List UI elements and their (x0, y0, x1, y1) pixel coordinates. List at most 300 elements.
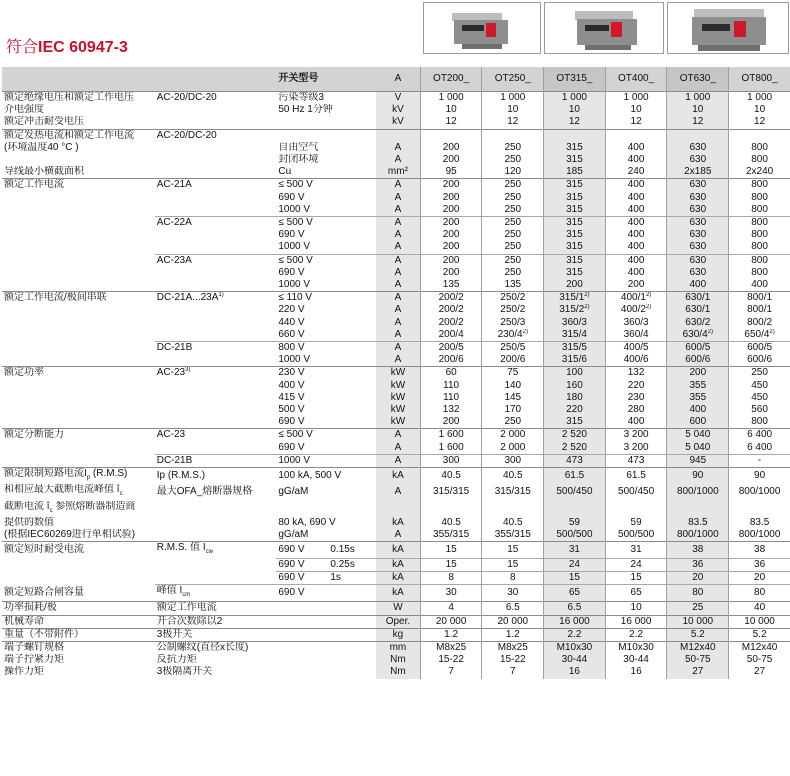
condition-label: 封闭环境 (278, 154, 319, 166)
unit-cell: A (376, 304, 420, 316)
parameter-label (2, 254, 155, 267)
unit-cell: A (376, 204, 420, 217)
value-cell: 315 (544, 241, 606, 254)
condition-label: gG/aM (278, 528, 309, 540)
category-label: AC-23A (155, 254, 277, 267)
value-cell: 600/6 (667, 354, 729, 367)
value-cell: 10 (667, 104, 729, 116)
value-cell: 61.5 (544, 468, 606, 485)
value-cell: 800 (729, 267, 790, 279)
spec-row (2, 572, 790, 585)
condition-label: 230 V (276, 367, 376, 380)
value-cell: 10 000 (729, 615, 790, 628)
value-cell: 630 (667, 154, 729, 166)
value-cell: 5 040 (667, 429, 729, 442)
value-cell (605, 501, 667, 517)
value-cell: 630 (667, 267, 729, 279)
value-cell: M10x30 (544, 642, 606, 655)
header-blank (2, 67, 155, 92)
value-cell: 16 000 (544, 615, 606, 628)
value-cell: 630/1 (667, 292, 729, 305)
spec-row (2, 241, 790, 254)
value-cell: 800/1000 (729, 484, 790, 500)
page-title (6, 34, 128, 57)
parameter-label: 额定功率 (2, 367, 155, 380)
parameter-label: 导线最小横截面积 (4, 166, 84, 178)
category-label (155, 267, 277, 279)
value-cell: 140 (482, 380, 544, 392)
parameter-label: 重量（不带附件） (2, 628, 155, 641)
value-cell: 800 (729, 254, 790, 267)
unit-cell: A (376, 292, 420, 305)
unit-cell: W (376, 602, 420, 615)
value-cell: 355/315 (420, 529, 482, 542)
value-cell: 250 (482, 267, 544, 279)
unit-cell: A (376, 179, 420, 192)
spec-row (2, 104, 790, 116)
value-cell: 2x240 (729, 166, 790, 179)
value-cell: 95 (420, 166, 482, 179)
unit-cell: A (376, 142, 420, 154)
value-cell: 36 (729, 558, 790, 571)
value-cell: 27 (729, 666, 790, 678)
value-cell: 1 600 (420, 442, 482, 455)
value-cell: 40 (729, 602, 790, 615)
value-cell: 800 (729, 142, 790, 154)
value-cell: 400 (605, 192, 667, 204)
value-cell: 1 000 (544, 92, 606, 105)
unit-cell: kA (376, 572, 420, 585)
value-cell: 15 (420, 558, 482, 571)
unit-cell: A (376, 154, 420, 166)
value-cell: 630 (667, 254, 729, 267)
spec-row (2, 642, 790, 655)
category-label: 开合次数除以2 (155, 615, 277, 628)
value-cell: 473 (605, 454, 667, 467)
value-cell: 315 (544, 179, 606, 192)
category-label (155, 416, 277, 429)
value-cell: 200 (420, 267, 482, 279)
value-cell: 65 (605, 585, 667, 602)
condition-label: 690 V 0.15s (276, 542, 376, 559)
value-cell: 315 (544, 267, 606, 279)
value-cell: M12x40 (667, 642, 729, 655)
value-cell: 12 (544, 116, 606, 129)
spec-row (2, 429, 790, 442)
spec-row (2, 380, 790, 392)
unit-cell: A (376, 342, 420, 355)
value-cell: 1.2 (420, 628, 482, 641)
spec-row (2, 442, 790, 455)
value-cell: 630 (667, 142, 729, 154)
unit-cell: kW (376, 380, 420, 392)
category-label: AC-22A (155, 217, 277, 230)
unit-cell: A (376, 229, 420, 241)
unit-cell: A (376, 529, 420, 542)
value-cell: 400 (605, 229, 667, 241)
value-cell (729, 501, 790, 517)
condition-label (276, 501, 376, 517)
value-cell: 200/5 (420, 342, 482, 355)
value-cell: 2 000 (482, 442, 544, 455)
value-cell: 145 (482, 392, 544, 404)
parameter-label (2, 380, 155, 392)
category-label (155, 304, 277, 316)
value-cell: 5.2 (729, 628, 790, 641)
value-cell: 10 (420, 104, 482, 116)
value-cell: 315/2$^{2)}$ (544, 304, 606, 316)
value-cell: 160 (544, 380, 606, 392)
value-cell: 5 040 (667, 442, 729, 455)
spec-row (2, 404, 790, 416)
value-cell: 20 (667, 572, 729, 585)
condition-label (276, 642, 376, 655)
value-cell: 135 (482, 279, 544, 292)
spec-row (2, 304, 790, 316)
value-cell: 200 (420, 217, 482, 230)
value-cell: 315 (544, 142, 606, 154)
value-cell: 500/500 (544, 529, 606, 542)
condition-label: 690 V (278, 191, 305, 203)
value-cell: 1.2 (482, 628, 544, 641)
value-cell: 360/3 (605, 317, 667, 329)
value-cell: 315 (544, 204, 606, 217)
parameter-label (2, 454, 155, 467)
spec-row (2, 654, 790, 666)
value-cell: 473 (544, 454, 606, 467)
value-cell: 400 (605, 416, 667, 429)
model-header: OT250_ (482, 67, 544, 92)
value-cell: 61.5 (605, 468, 667, 485)
value-cell: 315/6 (544, 354, 606, 367)
value-cell: 800 (729, 416, 790, 429)
header-label: 开关型号 (276, 67, 376, 92)
parameter-label: 端子螺钉规格 (2, 642, 155, 655)
value-cell: 800 (729, 154, 790, 166)
category-label (155, 116, 277, 129)
parameter-label: 额定冲击耐受电压 (4, 116, 84, 128)
value-cell: 315 (544, 217, 606, 230)
value-cell: M8x25 (420, 642, 482, 655)
condition-label: 1000 V (276, 454, 376, 467)
category-label: AC-23 (155, 429, 277, 442)
spec-row (2, 142, 790, 154)
value-cell: 630 (667, 241, 729, 254)
parameter-label (2, 241, 155, 254)
spec-row (2, 279, 790, 292)
value-cell: 10 (729, 104, 790, 116)
value-cell: 200/2 (420, 304, 482, 316)
value-cell: 185 (544, 166, 606, 179)
condition-label: 400 V (278, 379, 305, 391)
parameter-label: (根据IEC60269进行单相试验) (4, 528, 136, 540)
value-cell: 250 (482, 416, 544, 429)
value-cell: 15-22 (420, 654, 482, 666)
parameter-label (2, 304, 155, 316)
value-cell: 315/4 (544, 329, 606, 342)
category-label (155, 317, 277, 329)
category-label (155, 192, 277, 204)
spec-row (2, 628, 790, 641)
category-label (155, 529, 277, 542)
unit-cell: Nm (376, 666, 420, 678)
value-cell: 36 (667, 558, 729, 571)
condition-label: ≤ 500 V (276, 217, 376, 230)
value-cell: 220 (544, 404, 606, 416)
spec-row (2, 354, 790, 367)
value-cell: 10 000 (667, 615, 729, 628)
value-cell: M12x40 (729, 642, 790, 655)
value-cell: 800/1000 (667, 484, 729, 500)
value-cell: 1 000 (482, 92, 544, 105)
parameter-label (2, 558, 155, 571)
parameter-label (2, 204, 155, 217)
value-cell: 200 (420, 179, 482, 192)
value-cell: 120 (482, 166, 544, 179)
spec-row (2, 92, 790, 105)
value-cell: 630 (667, 229, 729, 241)
value-cell: 10 (605, 104, 667, 116)
parameter-label (2, 572, 155, 585)
unit-cell: A (376, 429, 420, 442)
spec-row (2, 558, 790, 571)
unit-cell: kA (376, 517, 420, 529)
unit-cell: A (376, 317, 420, 329)
condition-label: 690 V (278, 416, 305, 428)
unit-cell: A (376, 267, 420, 279)
value-cell: 500/450 (605, 484, 667, 500)
value-cell: 10 (605, 602, 667, 615)
value-cell: 24 (605, 558, 667, 571)
parameter-label (2, 329, 155, 342)
unit-cell: A (376, 454, 420, 467)
value-cell: 180 (544, 392, 606, 404)
parameter-label (2, 279, 155, 292)
condition-label: 690 V 1s (276, 572, 376, 585)
value-cell: 400/6 (605, 354, 667, 367)
parameter-label: 额定短时耐受电流 (2, 542, 155, 559)
parameter-label (2, 342, 155, 355)
value-cell: 200 (420, 254, 482, 267)
value-cell: 2.2 (544, 628, 606, 641)
unit-cell: kA (376, 542, 420, 559)
parameter-label: 提供的数值 (4, 516, 54, 528)
value-cell: 2 000 (482, 429, 544, 442)
category-label (155, 142, 277, 154)
value-cell: 16 000 (605, 615, 667, 628)
parameter-label: 额定分断能力 (2, 429, 155, 442)
category-label (155, 380, 277, 392)
value-cell: 630 (667, 192, 729, 204)
value-cell: 20 000 (482, 615, 544, 628)
value-cell: 400/5 (605, 342, 667, 355)
unit-cell (376, 129, 420, 142)
parameter-label: 和相应最大截断电流峰值 $î_c$ (4, 484, 123, 498)
value-cell: 12 (605, 116, 667, 129)
condition-label: 1000 V (278, 203, 311, 215)
condition-label: 100 kA, 500 V (276, 468, 376, 485)
value-cell: 200 (420, 142, 482, 154)
category-label (155, 229, 277, 241)
value-cell: 400 (605, 267, 667, 279)
spec-row (2, 329, 790, 342)
value-cell: 800/1 (729, 304, 790, 316)
value-cell: 1 000 (667, 92, 729, 105)
category-label (155, 279, 277, 292)
condition-label: ≤ 500 V (276, 429, 376, 442)
value-cell: 80 (667, 585, 729, 602)
value-cell: 1 000 (420, 92, 482, 105)
value-cell: 7 (482, 666, 544, 678)
title-standard: IEC 60947-3 (38, 39, 128, 56)
condition-label: 1000 V (278, 354, 311, 366)
value-cell: 300 (420, 454, 482, 467)
category-label (155, 572, 277, 585)
value-cell: 800 (729, 241, 790, 254)
header-row (2, 67, 790, 92)
value-cell: 38 (729, 542, 790, 559)
unit-cell: A (376, 354, 420, 367)
category-label: $DC-21A...23A^{1)}$ (155, 292, 277, 305)
value-cell: 600/5 (729, 342, 790, 355)
value-cell: 12 (482, 116, 544, 129)
parameter-label: 截断电流 $î_c$ 参照熔断器制造商 (4, 500, 136, 514)
parameter-label (2, 192, 155, 204)
value-cell: 630 (667, 179, 729, 192)
value-cell: 250 (482, 229, 544, 241)
value-cell: 20 (729, 572, 790, 585)
value-cell (729, 129, 790, 142)
value-cell: 15 (605, 572, 667, 585)
spec-row (2, 317, 790, 329)
value-cell: 200/2 (420, 292, 482, 305)
value-cell: 30-44 (544, 654, 606, 666)
category-label (155, 241, 277, 254)
value-cell: 3 200 (605, 429, 667, 442)
parameter-label (2, 354, 155, 367)
category-label: R.M.S. 值 $I_{cw}$ (155, 542, 277, 559)
value-cell: - (729, 454, 790, 467)
value-cell: 945 (667, 454, 729, 467)
value-cell: 135 (420, 279, 482, 292)
unit-cell: kW (376, 392, 420, 404)
value-cell: 250 (482, 254, 544, 267)
parameter-label: 额定工作电流/极间串联 (2, 292, 155, 305)
condition-label (276, 628, 376, 641)
value-cell: 450 (729, 380, 790, 392)
value-cell: 630/2 (667, 317, 729, 329)
spec-row (2, 116, 790, 129)
model-header: OT400_ (605, 67, 667, 92)
condition-label: 690 V (278, 266, 305, 278)
unit-cell: mm² (376, 166, 420, 179)
value-cell: 110 (420, 392, 482, 404)
condition-label (276, 116, 376, 129)
parameter-label (2, 442, 155, 455)
value-cell: 400/2$^{2)}$ (605, 304, 667, 316)
value-cell: 560 (729, 404, 790, 416)
value-cell (544, 501, 606, 517)
value-cell: 15-22 (482, 654, 544, 666)
unit-cell: kV (376, 104, 420, 116)
unit-cell: A (376, 329, 420, 342)
value-cell: 250 (482, 142, 544, 154)
value-cell: 800 (729, 192, 790, 204)
spec-row (2, 154, 790, 166)
unit-cell: kW (376, 404, 420, 416)
value-cell: 12 (729, 116, 790, 129)
value-cell: 600 (667, 416, 729, 429)
value-cell: 300 (482, 454, 544, 467)
unit-cell: A (376, 279, 420, 292)
unit-cell: kA (376, 558, 420, 571)
value-cell: 250/5 (482, 342, 544, 355)
value-cell: 630/1 (667, 304, 729, 316)
value-cell (482, 501, 544, 517)
value-cell: M10x30 (605, 642, 667, 655)
value-cell: 630 (667, 217, 729, 230)
spec-row (2, 217, 790, 230)
value-cell: 16 (605, 666, 667, 678)
spec-row (2, 166, 790, 179)
category-label: AC-20/DC-20 (155, 129, 277, 142)
value-cell: 315 (544, 254, 606, 267)
category-label (155, 517, 277, 529)
value-cell: 250 (482, 204, 544, 217)
category-label: 公制螺纹(直径x长度) (155, 642, 277, 655)
spec-row (2, 484, 790, 500)
value-cell: 200 (420, 192, 482, 204)
value-cell: 83.5 (667, 517, 729, 529)
value-cell: 400 (605, 154, 667, 166)
condition-label: 220 V (278, 304, 305, 316)
value-cell: 10 (544, 104, 606, 116)
value-cell: 8 (420, 572, 482, 585)
value-cell: 650/4$^{2)}$ (729, 329, 790, 342)
category-label (155, 392, 277, 404)
value-cell: 6.5 (482, 602, 544, 615)
value-cell: 250 (729, 367, 790, 380)
spec-row (2, 666, 790, 678)
value-cell: 400/1$^{2)}$ (605, 292, 667, 305)
value-cell: 315 (544, 416, 606, 429)
value-cell: 250 (482, 241, 544, 254)
value-cell: 200 (605, 279, 667, 292)
value-cell: 280 (605, 404, 667, 416)
value-cell: 80 (729, 585, 790, 602)
value-cell: 500/450 (544, 484, 606, 500)
parameter-label (2, 392, 155, 404)
parameter-label: 介电强度 (4, 104, 44, 116)
value-cell: 90 (729, 468, 790, 485)
value-cell: 355 (667, 392, 729, 404)
value-cell: 38 (667, 542, 729, 559)
value-cell: 250/3 (482, 317, 544, 329)
category-label (155, 558, 277, 571)
spec-row (2, 468, 790, 485)
value-cell: 500/500 (605, 529, 667, 542)
value-cell: 250 (482, 154, 544, 166)
value-cell: 200/6 (420, 354, 482, 367)
condition-label (276, 615, 376, 628)
value-cell: 230/4$^{2)}$ (482, 329, 544, 342)
value-cell: 132 (420, 404, 482, 416)
value-cell: 800/1 (729, 292, 790, 305)
value-cell: 200 (420, 416, 482, 429)
unit-cell: Oper. (376, 615, 420, 628)
value-cell: 400 (605, 142, 667, 154)
value-cell (605, 129, 667, 142)
